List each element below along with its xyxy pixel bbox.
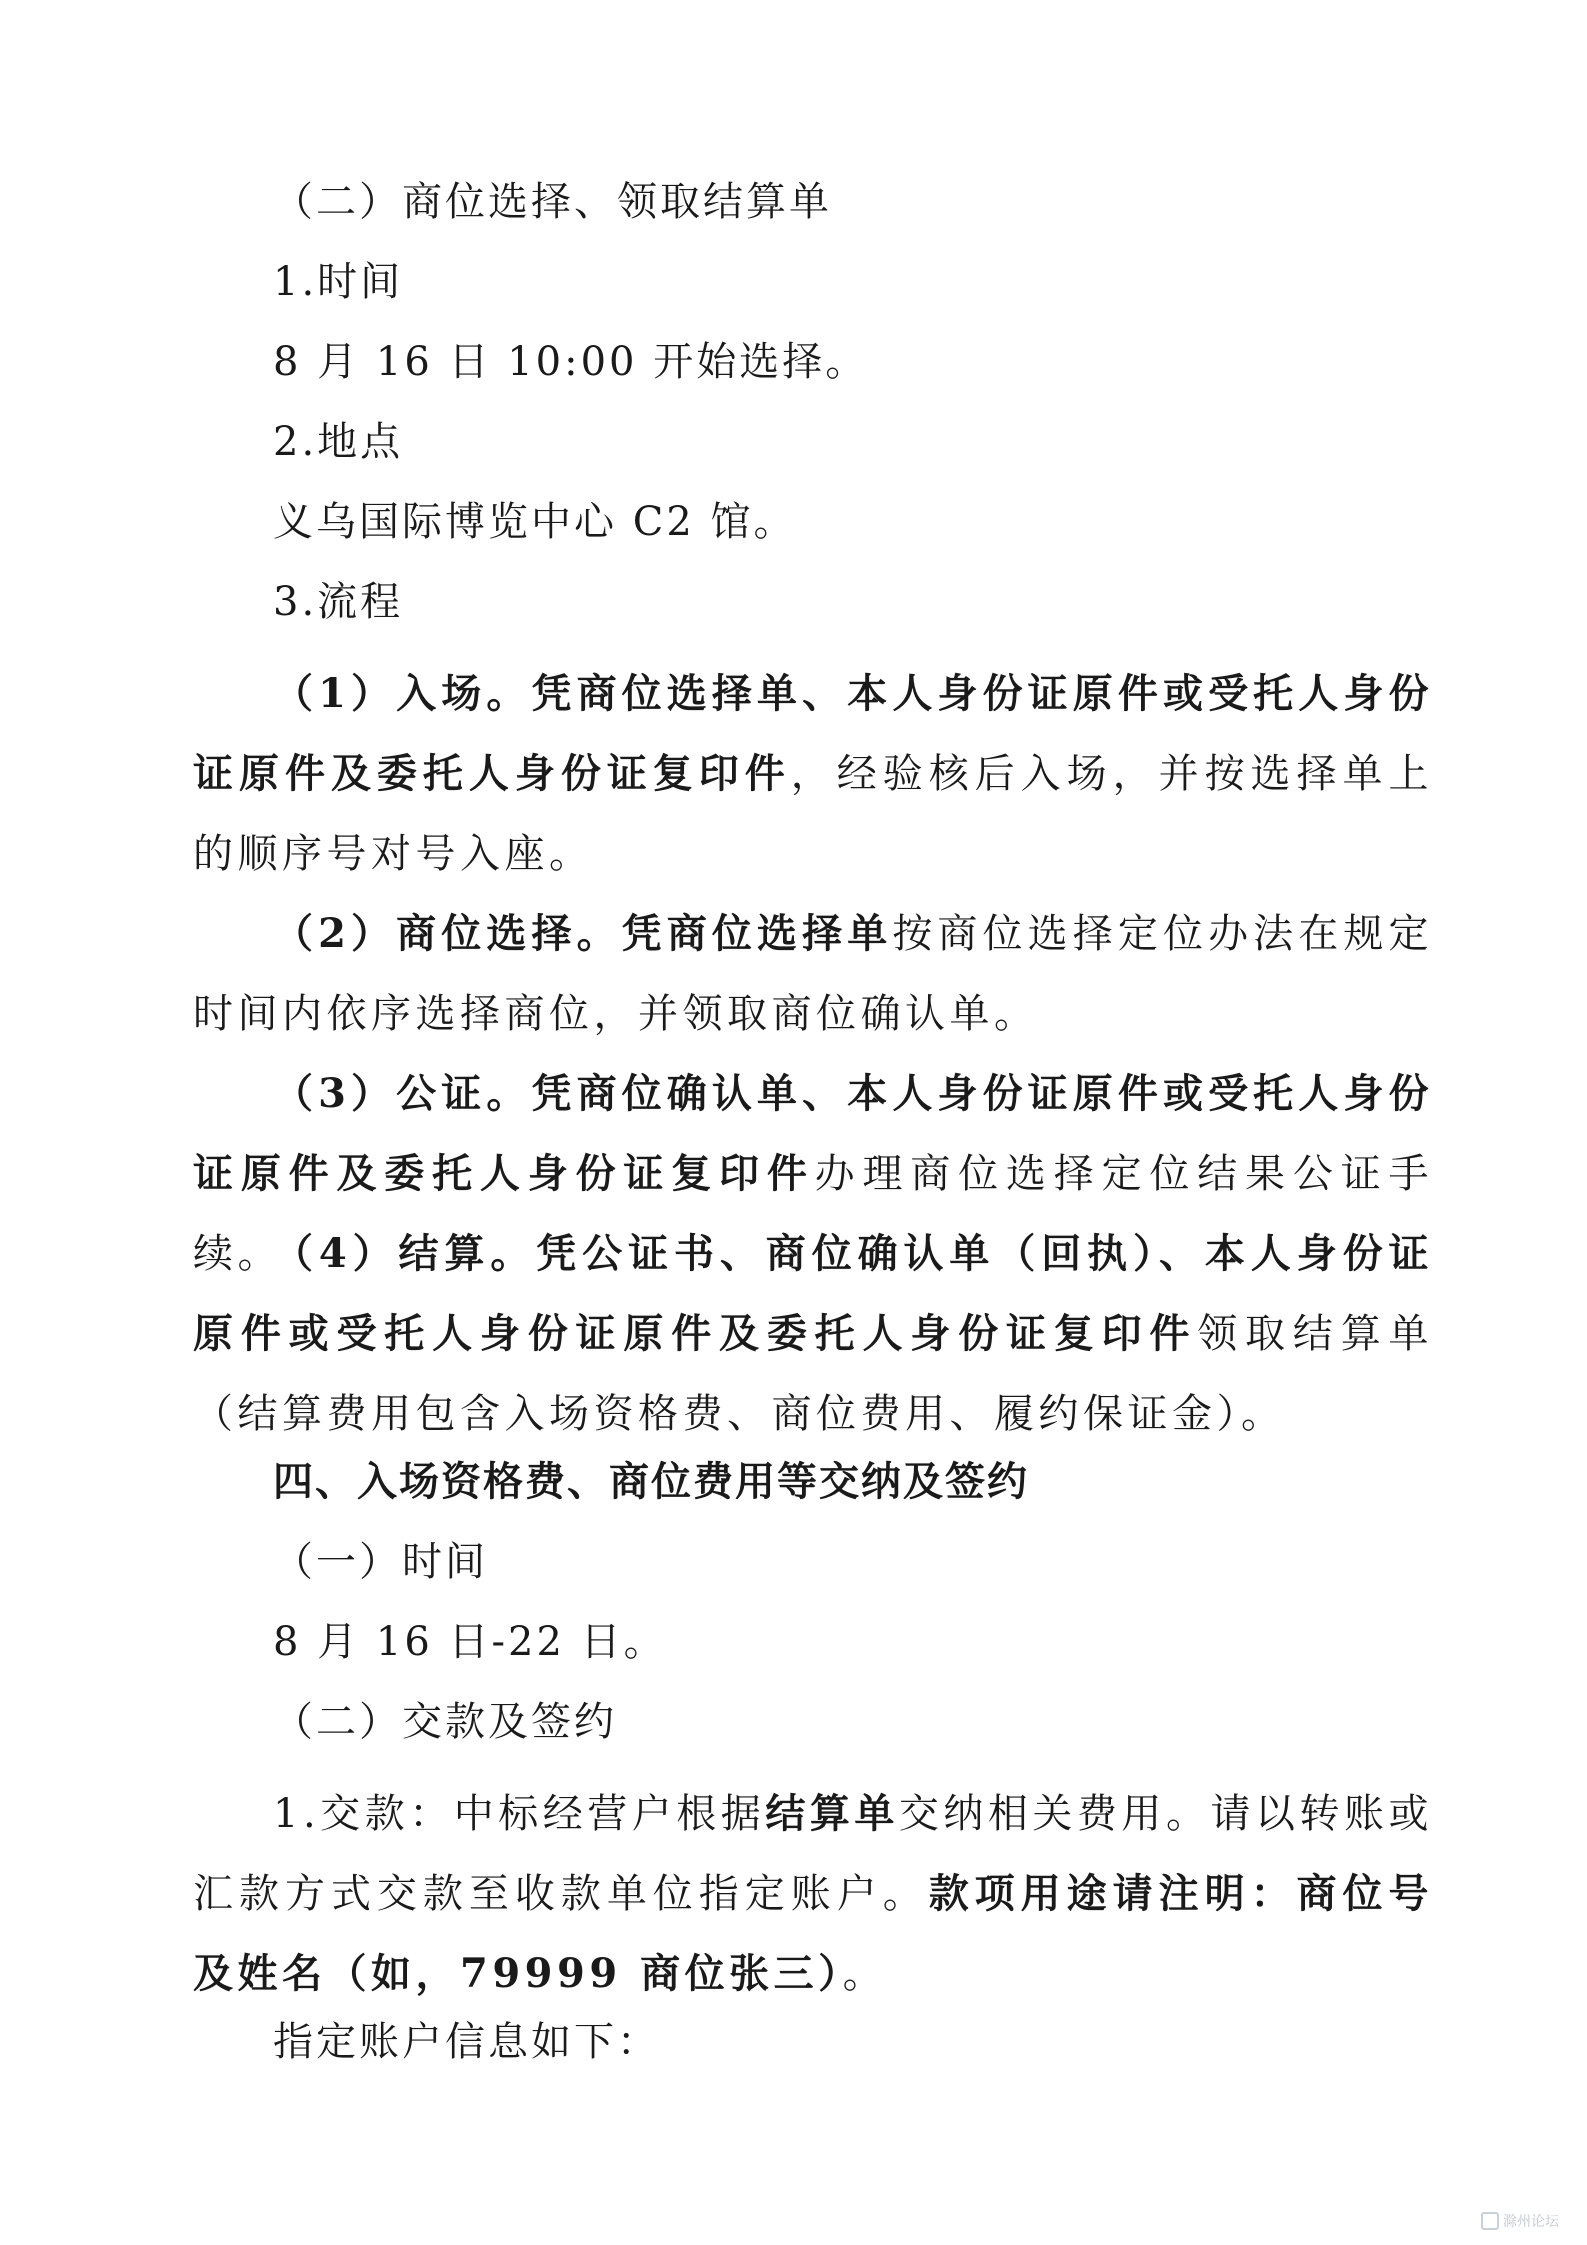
step-4-rest: 领取结算单（结算费用包含入场资格费、商位费用、履约保证金）。 xyxy=(193,1311,1434,1437)
watermark-logo-icon xyxy=(1481,2212,1499,2230)
payment-part-b: 结算单 xyxy=(765,1790,899,1837)
process-label: 3.流程 xyxy=(273,579,404,625)
process-step-4 xyxy=(193,1214,1433,1454)
account-intro: 指定账户信息如下： xyxy=(273,2019,660,2065)
section-4-2-title: （二）交款及签约 xyxy=(273,1699,617,1745)
step-1-bold: （1）入场。凭商位选择单、本人身份证原件或受托人身份证原件及委托人身份证复印件 xyxy=(193,670,1433,797)
section-4-heading: 四、入场资格费、商位费用等交纳及签约 xyxy=(273,1459,1029,1505)
watermark xyxy=(1481,2211,1559,2231)
time-label: 1.时间 xyxy=(273,259,404,305)
location-text: 义乌国际博览中心 C2 馆。 xyxy=(273,499,797,545)
payment-part-c: 交纳相关费用。请以转账或汇款方式交款至收款单位指定账户。 xyxy=(193,1791,1434,1917)
section-2-title: （二）商位选择、领取结算单 xyxy=(273,179,832,225)
time-text: 8 月 16 日 10:00 开始选择。 xyxy=(273,339,869,385)
section-4-1-title: （一）时间 xyxy=(273,1539,488,1585)
step-3-bold: （3）公证。凭商位确认单、本人身份证原件或受托人身份证原件及委托人身份证复印件 xyxy=(193,1070,1433,1197)
step-1-rest: ，经验核后入场，并按选择单上的顺序号对号入座。 xyxy=(193,751,1433,877)
step-2-rest: 按商位选择定位办法在规定时间内依序选择商位，并领取商位确认单。 xyxy=(193,911,1433,1037)
section-4-1-text: 8 月 16 日-22 日。 xyxy=(273,1619,667,1665)
process-step-2 xyxy=(193,894,1433,1054)
step-3-rest: 办理商位选择定位结果公证手续。 xyxy=(193,1151,1434,1277)
location-label: 2.地点 xyxy=(273,419,404,465)
watermark-text: 滁州论坛 xyxy=(1503,2214,1559,2230)
payment-part-e: 。 xyxy=(842,1951,888,1997)
payment-part-d: 款项用途请注明：商位号及姓名（如，79999 商位张三） xyxy=(193,1870,1434,1997)
process-step-1 xyxy=(193,654,1433,894)
payment-part-a: 1.交款：中标经营户根据 xyxy=(273,1791,766,1837)
step-4-bold: （4）结算。凭公证书、商位确认单（回执）、本人身份证原件或受托人身份证原件及委托人身份证复印件 xyxy=(193,1230,1433,1357)
payment-paragraph xyxy=(193,1774,1433,2014)
step-2-bold: （2）商位选择。凭商位选择单 xyxy=(273,910,893,957)
